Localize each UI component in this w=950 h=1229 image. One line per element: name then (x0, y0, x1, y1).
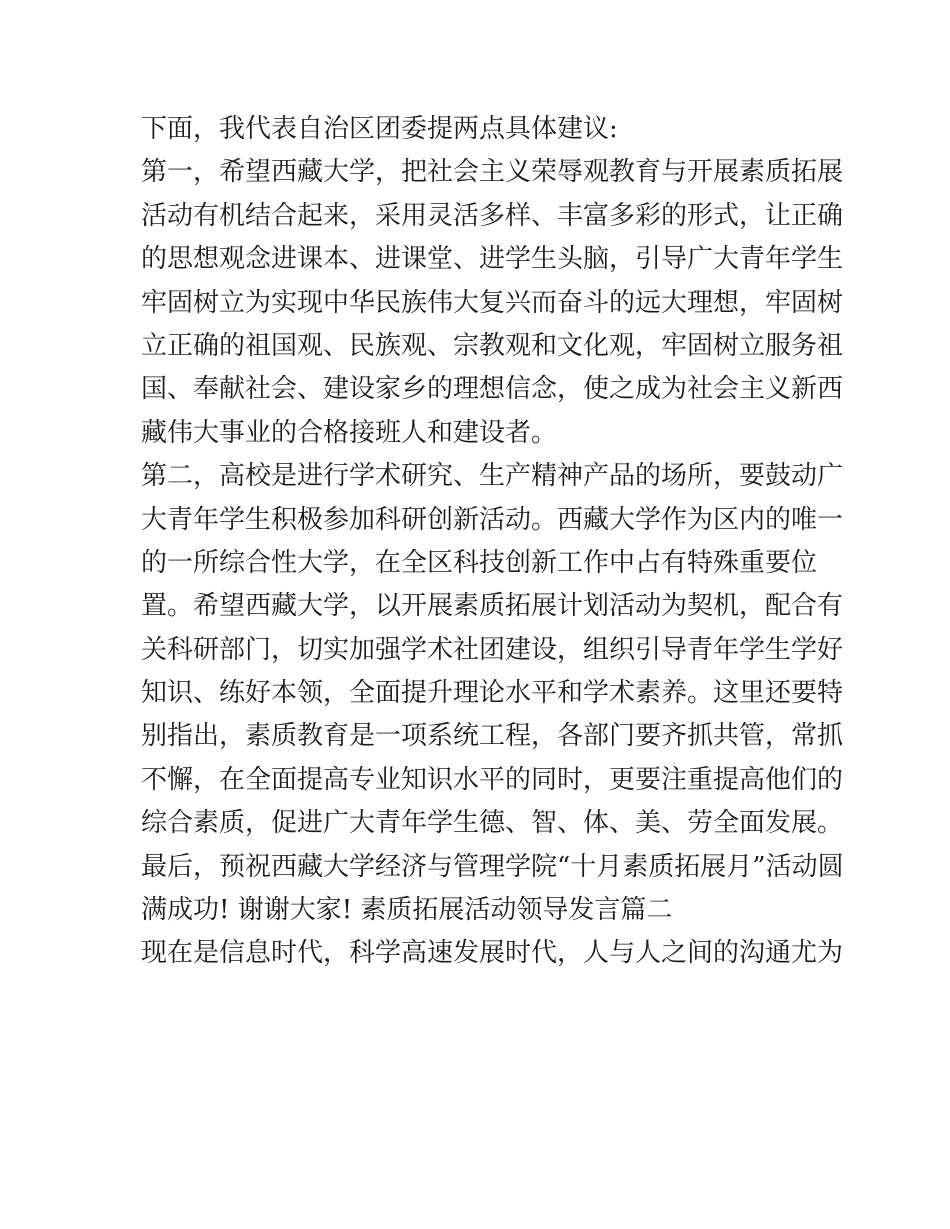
text-line: 别指出，素质教育是一项系统工程，各部门要齐抓共管，常抓 (141, 721, 844, 752)
text-line: 知识、练好本领，全面提升理论水平和学术素养。这里还要特 (141, 678, 844, 709)
text-line: 立正确的祖国观、民族观、宗教观和文化观，牢固树立服务祖 (141, 330, 844, 361)
text-line: 的思想观念进课本、进课堂、进学生头脑，引导广大青年学生 (141, 244, 844, 275)
text-line: 活动有机结合起来，采用灵活多样、丰富多彩的形式，让正确 (141, 200, 844, 231)
text-line: 置。希望西藏大学，以开展素质拓展计划活动为契机，配合有 (141, 591, 844, 622)
text-line: 藏伟大事业的合格接班人和建设者。 (141, 417, 558, 448)
text-line: 国、奉献社会、建设家乡的理想信念，使之成为社会主义新西 (141, 374, 844, 405)
text-line: 满成功! 谢谢大家! 素质拓展活动领导发言篇二 (141, 895, 673, 926)
text-line: 关科研部门，切实加强学术社团建设，组织引导青年学生学好 (141, 634, 844, 665)
text-line: 不懈，在全面提高专业知识水平的同时，更要注重提高他们的 (141, 764, 844, 795)
text-line: 第二，高校是进行学术研究、生产精神产品的场所，要鼓动广 (141, 461, 844, 492)
text-line: 大青年学生积极参加科研创新活动。西藏大学作为区内的唯一 (141, 504, 844, 535)
text-line: 下面，我代表自治区团委提两点具体建议: (141, 114, 618, 144)
text-line: 综合素质，促进广大青年学生德、智、体、美、劳全面发展。 (141, 808, 844, 839)
text-line: 现在是信息时代，科学高速发展时代，人与人之间的沟通尤为 (141, 938, 844, 969)
text-line: 最后，预祝西藏大学经济与管理学院“十月素质拓展月”活动圆 (141, 851, 844, 882)
text-line: 的一所综合性大学，在全区科技创新工作中占有特殊重要位 (141, 547, 818, 578)
text-line: 牢固树立为实现中华民族伟大复兴而奋斗的远大理想，牢固树 (141, 287, 844, 318)
text-line: 第一，希望西藏大学，把社会主义荣辱观教育与开展素质拓展 (141, 157, 844, 188)
body-text (141, 108, 844, 976)
